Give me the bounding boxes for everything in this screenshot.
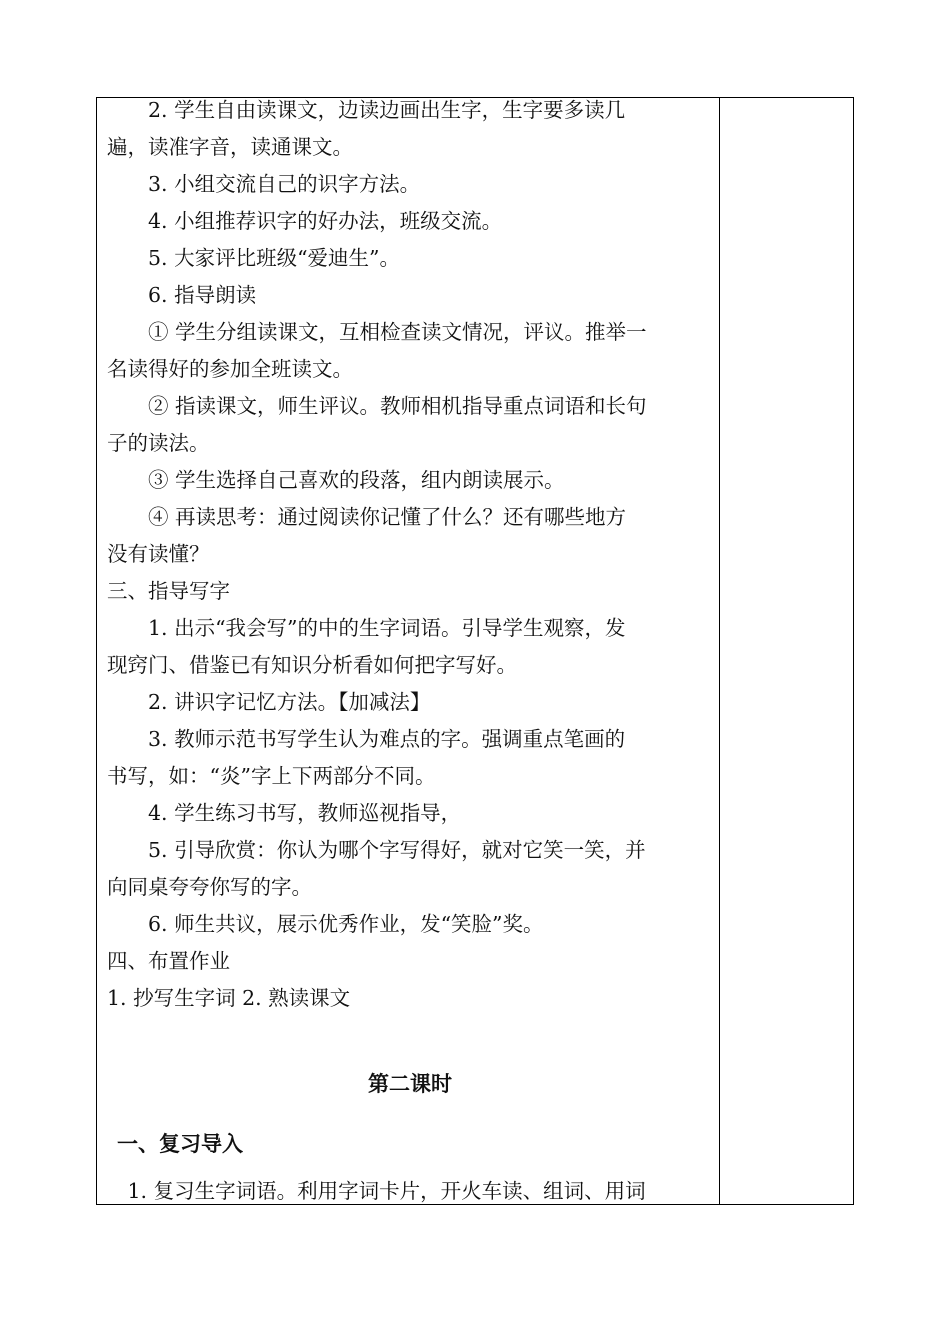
table-column-divider <box>719 97 720 1205</box>
text-line: 4. 小组推荐识字的好办法，班级交流。 <box>107 209 503 233</box>
text-line: 1. 出示“我会写”的中的生字词语。引导学生观察，发 <box>107 616 626 640</box>
text-line: 2. 学生自由读课文，边读边画出生字，生字要多读几 <box>107 98 626 122</box>
text-line: 书写，如：“炎”字上下两部分不同。 <box>107 764 436 788</box>
text-line: ③ 学生选择自己喜欢的段落，组内朗读展示。 <box>107 468 565 492</box>
text-line: 没有读懂？ <box>107 542 210 566</box>
lesson-title: 第二课时 <box>368 1071 452 1096</box>
text-line: 2. 讲识字记忆方法。【加减法】 <box>107 690 431 714</box>
review-section-heading: 一、复习导入 <box>117 1131 243 1156</box>
text-line: 4. 学生练习书写，教师巡视指导， <box>107 801 462 825</box>
text-line: ② 指读课文，师生评议。教师相机指导重点词语和长句 <box>107 394 647 418</box>
section-heading: 四、布置作业 <box>107 949 230 973</box>
text-line: 1. 抄写生字词 2. 熟读课文 <box>107 986 351 1010</box>
text-line: 6. 师生共议，展示优秀作业，发“笑脸”奖。 <box>107 912 544 936</box>
text-line: ④ 再读思考：通过阅读你记懂了什么？还有哪些地方 <box>107 505 627 529</box>
text-line: 子的读法。 <box>107 431 210 455</box>
text-line: 5. 大家评比班级“爱迪生”。 <box>107 246 401 270</box>
text-line: ① 学生分组读课文，互相检查读文情况，评议。推举一 <box>107 320 647 344</box>
text-line: 3. 小组交流自己的识字方法。 <box>107 172 421 196</box>
text-line: 遍，读准字音，读通课文。 <box>107 135 353 159</box>
text-line: 1. 复习生字词语。利用字词卡片，开火车读、组词、用词 <box>107 1179 646 1203</box>
text-line: 5. 引导欣赏：你认为哪个字写得好，就对它笑一笑，并 <box>107 838 646 862</box>
text-line: 现窍门、借鉴已有知识分析看如何把字写好。 <box>107 653 517 677</box>
text-line: 名读得好的参加全班读文。 <box>107 357 353 381</box>
text-line: 6. 指导朗读 <box>107 283 257 307</box>
text-line: 向同桌夸夸你写的字。 <box>107 875 312 899</box>
text-line: 3. 教师示范书写学生认为难点的字。强调重点笔画的 <box>107 727 626 751</box>
section-heading: 三、指导写字 <box>107 579 230 603</box>
